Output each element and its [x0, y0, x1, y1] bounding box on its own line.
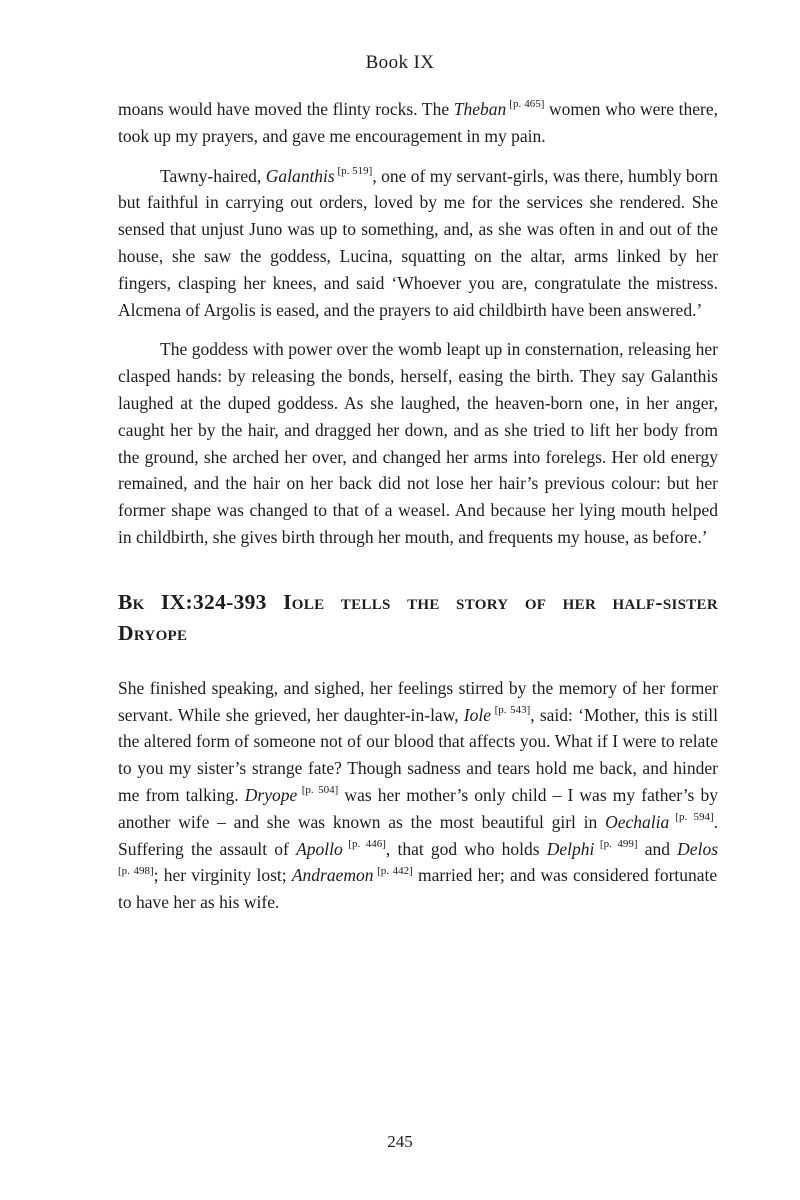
page-reference: [p. 504]: [297, 784, 339, 797]
text-run: moans would have moved the flinty rocks. The: [118, 99, 454, 119]
proper-noun-italic: Delos: [677, 838, 718, 859]
page-reference: [p. 543]: [491, 703, 531, 716]
text-run: ; her virginity lost;: [153, 865, 292, 886]
text-run: , one of my servant-girls, was there, humbly born but faithful in carrying out orders, loved by me for the services she rendered. She sensed that unjust Juno was up to something, and, as she was often in and out of the house, she saw the goddess, Lucina, squatting on the altar, arms linked by her fingers, clasping her knees, and said ‘Whoever you are, congratulate the mistress. Alcmena of Argolis is eased, and the prayers to aid childbirth have been answered.’: [118, 165, 718, 320]
section-heading: Bk IX:324-393 Iole tells the story of her half-sister Dryope: [118, 589, 718, 645]
page-reference: [p. 446]: [342, 837, 386, 850]
text-run: . Suffering the assault of: [118, 811, 719, 859]
text-run: was her mother’s only child – I was my father’s by another wife – and she was known as the most beautiful girl in: [118, 784, 718, 832]
page-reference: [p. 499]: [594, 837, 638, 850]
proper-noun-italic: Oechalia: [605, 811, 670, 832]
proper-noun-italic: Iole: [463, 704, 492, 725]
page-reference: [p. 594]: [669, 810, 714, 823]
text-run: , said: ‘Mother, this is still the altered form of someone not of our blood that affects you. What if I were to relate to you my sister’s strange fate? Though sadness and tears hold me back, and hinder me from talking.: [118, 704, 718, 805]
proper-noun-italic: Andraemon: [291, 865, 374, 886]
text-run: women who were there, took up my prayers, and gave me encouragement in my pain.: [118, 99, 718, 146]
body-paragraph: [118, 163, 718, 324]
text-run: , that god who holds: [385, 838, 547, 859]
proper-noun-italic: Delphi: [546, 838, 595, 859]
proper-noun-italic: Galanthis: [265, 165, 335, 186]
page-reference: [p. 442]: [373, 864, 413, 877]
page-reference: [p. 498]: [118, 864, 154, 877]
page-number: 245: [387, 1132, 413, 1151]
body-paragraph: [118, 336, 718, 550]
text-run: Tawny-haired,: [160, 165, 266, 186]
page-reference: [p. 465]: [506, 98, 545, 111]
proper-noun-italic: Theban: [453, 99, 507, 119]
page-content: [118, 96, 718, 929]
body-paragraph: [118, 675, 718, 916]
page-reference: [p. 519]: [334, 164, 373, 177]
text-run: and: [637, 838, 678, 859]
body-paragraph: [118, 96, 718, 150]
text-run: She finished speaking, and sighed, her feelings stirred by the memory of her former servant. While she grieved, her daughter-in-law,: [118, 677, 718, 725]
text-run: The goddess with power over the womb leapt up in consternation, releasing her clasped hands: by releasing the bonds, herself, easing the birth. They say Galanthis laughed at the duped goddess. As she laughed, the heaven-born one, in her anger, caught her by the hair, and dragged her down, and as she tried to lift her body from the ground, she arched her over, and changed her arms into forelegs. Her old energy remained, and the hair on her back did not lose her hair’s previous colour: but her former shape was changed to that of a weasel. And because her lying mouth helped in childbirth, she gives birth through her mouth, and frequents my house, as before.’: [118, 339, 718, 547]
text-run: married her; and was considered fortunate to have her as his wife.: [118, 865, 718, 913]
proper-noun-italic: Apollo: [296, 838, 343, 859]
running-header: Book IX: [365, 52, 435, 73]
proper-noun-italic: Dryope: [244, 784, 298, 805]
